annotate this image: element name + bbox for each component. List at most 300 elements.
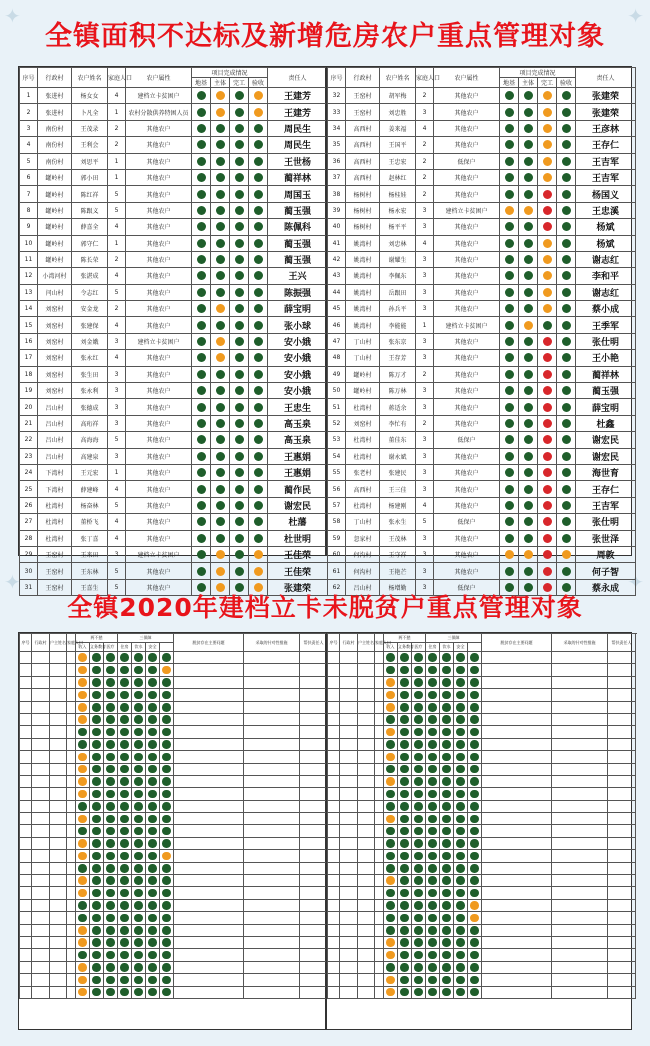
status-dot-red-icon (543, 353, 552, 362)
status-dot-green-icon (106, 765, 115, 774)
status-cell (104, 664, 118, 676)
table-cell: 其他农户 (434, 448, 500, 464)
table-row (328, 862, 636, 874)
status-dot-green-icon (197, 321, 206, 330)
table-cell (32, 726, 50, 738)
status-cell (118, 763, 132, 775)
signature-cell: 海世育 (576, 464, 636, 480)
text-cell (244, 664, 300, 676)
text-cell (300, 936, 328, 948)
status-cell (500, 563, 519, 579)
table-cell (20, 775, 32, 787)
status-cell (118, 862, 132, 874)
table-cell: 杨桂娃 (380, 186, 416, 202)
column-header: 安全 (454, 643, 468, 652)
text-cell (300, 875, 328, 887)
status-dot-green-icon (470, 938, 479, 947)
table-row (20, 751, 328, 763)
text-cell (482, 713, 552, 725)
status-dot-green-icon (106, 802, 115, 811)
status-dot-green-icon (562, 452, 571, 461)
table-row (328, 137, 636, 153)
column-header: 户主姓名 (358, 634, 375, 652)
status-dot-green-icon (197, 485, 206, 494)
status-cell (230, 219, 249, 235)
status-cell (440, 887, 454, 899)
table-row (20, 120, 328, 136)
status-dot-green-icon (92, 938, 101, 947)
housing-table-right (326, 66, 632, 594)
status-dot-green-icon (197, 550, 206, 559)
table-row (328, 153, 636, 169)
status-dot-green-icon (106, 691, 115, 700)
status-cell (160, 751, 174, 763)
table-cell (358, 738, 375, 750)
status-dot-green-icon (562, 353, 571, 362)
status-cell (118, 912, 132, 924)
text-cell (174, 850, 244, 862)
table-row (20, 986, 328, 998)
table-row (20, 268, 328, 284)
status-cell (454, 875, 468, 887)
status-cell (519, 268, 538, 284)
status-cell (454, 763, 468, 775)
table-cell (328, 800, 340, 812)
status-dot-green-icon (470, 852, 479, 861)
column-header: 帮扶责任人 (608, 634, 636, 652)
status-cell (412, 961, 426, 973)
table-cell: 47 (328, 333, 346, 349)
status-cell (118, 788, 132, 800)
status-dot-green-icon (456, 815, 465, 824)
status-dot-green-icon (562, 337, 571, 346)
column-header: 序号 (20, 68, 38, 88)
text-cell (244, 862, 300, 874)
status-dot-green-icon (106, 666, 115, 675)
status-cell (192, 415, 211, 431)
table-cell: 3 (416, 579, 434, 595)
table-cell: 33 (328, 104, 346, 120)
column-header: 地基 (192, 78, 211, 88)
table-cell: 3 (108, 546, 126, 562)
table-row (20, 713, 328, 725)
signature-cell: 张建荣 (576, 88, 636, 104)
status-cell (146, 850, 160, 862)
status-cell (104, 738, 118, 750)
status-cell (440, 800, 454, 812)
table-cell: 南份村 (38, 137, 72, 153)
text-cell (300, 775, 328, 787)
status-dot-green-icon (162, 753, 171, 762)
text-cell (552, 751, 608, 763)
table-cell (67, 652, 76, 664)
status-cell (398, 701, 412, 713)
signature-cell: 薛宝明 (576, 399, 636, 415)
status-cell (160, 986, 174, 998)
table-cell (340, 899, 358, 911)
status-cell (146, 763, 160, 775)
table-cell (50, 726, 67, 738)
table-cell (50, 974, 67, 986)
status-cell (146, 912, 160, 924)
table-cell: 20 (20, 399, 38, 415)
status-cell (398, 837, 412, 849)
status-cell (230, 546, 249, 562)
column-header-group: 三保障 (118, 634, 174, 643)
status-cell (249, 448, 268, 464)
table-row (328, 652, 636, 664)
status-cell (468, 726, 482, 738)
status-dot-green-icon (254, 501, 263, 510)
table-cell (20, 800, 32, 812)
status-cell (211, 169, 230, 185)
text-cell (552, 738, 608, 750)
status-cell (519, 202, 538, 218)
text-cell (300, 689, 328, 701)
text-cell (608, 961, 636, 973)
status-cell (398, 800, 412, 812)
status-cell (557, 120, 576, 136)
status-dot-green-icon (197, 157, 206, 166)
status-dot-green-icon (254, 124, 263, 133)
table-cell: 21 (20, 415, 38, 431)
text-cell (300, 862, 328, 874)
table-row (20, 546, 328, 562)
status-dot-green-icon (92, 963, 101, 972)
status-cell (468, 738, 482, 750)
table-cell (328, 936, 340, 948)
status-cell (90, 825, 104, 837)
text-cell (300, 825, 328, 837)
table-cell (32, 763, 50, 775)
table-cell: 其他农户 (434, 546, 500, 562)
text-cell (552, 936, 608, 948)
column-header: 户主姓名 (50, 634, 67, 652)
status-dot-green-icon (92, 765, 101, 774)
status-cell (454, 664, 468, 676)
status-dot-green-icon (414, 777, 423, 786)
status-dot-green-icon (400, 827, 409, 836)
table-cell: 其他农户 (434, 235, 500, 251)
status-dot-green-icon (134, 926, 143, 935)
status-dot-green-icon (456, 914, 465, 923)
table-cell: 1 (108, 464, 126, 480)
status-cell (426, 763, 440, 775)
status-dot-green-icon (134, 765, 143, 774)
column-header: 家庭人口 (375, 634, 384, 652)
status-dot-green-icon (505, 501, 514, 510)
status-dot-green-icon (470, 740, 479, 749)
table-cell (340, 664, 358, 676)
table-cell: 41 (328, 235, 346, 251)
decoration-icon: ✦ (4, 4, 21, 28)
table-row (20, 961, 328, 973)
status-dot-green-icon (197, 337, 206, 346)
status-cell (384, 763, 398, 775)
status-cell (412, 912, 426, 924)
status-cell (468, 862, 482, 874)
table-cell: 3 (416, 284, 434, 300)
table-cell: 薛喜全 (72, 219, 108, 235)
status-dot-green-icon (162, 790, 171, 799)
status-dot-green-icon (235, 108, 244, 117)
table-cell: 王窑村 (38, 563, 72, 579)
table-cell (358, 862, 375, 874)
status-dot-green-icon (134, 802, 143, 811)
status-cell (76, 763, 90, 775)
table-row (20, 676, 328, 688)
status-cell (146, 738, 160, 750)
status-dot-green-icon (442, 839, 451, 848)
status-dot-green-icon (134, 951, 143, 960)
status-dot-red-icon (543, 419, 552, 428)
status-dot-green-icon (197, 534, 206, 543)
status-cell (249, 120, 268, 136)
table-cell: 谢耀生 (380, 251, 416, 267)
table-cell (32, 875, 50, 887)
status-dot-green-icon (254, 157, 263, 166)
table-cell: 其他农户 (126, 432, 192, 448)
status-dot-green-icon (414, 926, 423, 935)
status-cell (146, 961, 160, 973)
table-cell: 刘金娥 (72, 333, 108, 349)
status-cell (557, 366, 576, 382)
status-cell (557, 317, 576, 333)
table-cell: 3 (416, 301, 434, 317)
table-cell (67, 676, 76, 688)
table-cell: 其他农户 (126, 563, 192, 579)
table-cell: 王东林 (72, 563, 108, 579)
text-cell (552, 961, 608, 973)
status-dot-green-icon (216, 501, 225, 510)
status-dot-green-icon (120, 914, 129, 923)
table-cell: 59 (328, 530, 346, 546)
table-cell: 张进村 (38, 88, 72, 104)
status-dot-orange-icon (78, 790, 87, 799)
status-dot-green-icon (428, 790, 437, 799)
status-cell (76, 664, 90, 676)
status-dot-green-icon (148, 790, 157, 799)
status-dot-red-icon (543, 403, 552, 412)
status-dot-green-icon (148, 691, 157, 700)
table-cell: 2 (416, 169, 434, 185)
status-cell (249, 137, 268, 153)
status-dot-green-icon (197, 239, 206, 248)
status-dot-green-icon (254, 255, 263, 264)
status-dot-green-icon (106, 976, 115, 985)
table-cell: 2 (416, 88, 434, 104)
status-dot-green-icon (120, 901, 129, 910)
status-cell (412, 652, 426, 664)
table-cell: 42 (328, 251, 346, 267)
table-cell (328, 689, 340, 701)
status-dot-green-icon (456, 765, 465, 774)
status-dot-green-icon (197, 222, 206, 231)
status-cell (76, 751, 90, 763)
status-dot-orange-icon (78, 988, 87, 997)
status-dot-green-icon (524, 271, 533, 280)
table-cell: 建档立卡贫困户 (434, 202, 500, 218)
status-dot-green-icon (134, 777, 143, 786)
table-cell: 刘窑村 (38, 383, 72, 399)
status-cell (132, 652, 146, 664)
status-dot-green-icon (197, 206, 206, 215)
status-dot-green-icon (120, 951, 129, 960)
status-cell (211, 514, 230, 530)
status-dot-green-icon (524, 567, 533, 576)
status-dot-green-icon (92, 815, 101, 824)
status-cell (76, 775, 90, 787)
status-cell (160, 825, 174, 837)
status-cell (500, 481, 519, 497)
status-dot-green-icon (456, 963, 465, 972)
status-cell (76, 850, 90, 862)
table-cell (375, 813, 384, 825)
status-cell (538, 219, 557, 235)
status-cell (384, 912, 398, 924)
status-cell (440, 837, 454, 849)
status-dot-green-icon (197, 567, 206, 576)
status-dot-green-icon (197, 140, 206, 149)
status-dot-green-icon (470, 777, 479, 786)
status-dot-green-icon (442, 914, 451, 923)
status-dot-green-icon (414, 703, 423, 712)
table-cell: 5 (108, 432, 126, 448)
table-row (328, 664, 636, 676)
status-cell (426, 664, 440, 676)
status-cell (211, 383, 230, 399)
status-dot-green-icon (428, 976, 437, 985)
status-dot-green-icon (386, 963, 395, 972)
table-cell (50, 899, 67, 911)
text-cell (300, 961, 328, 973)
status-cell (384, 652, 398, 664)
status-cell (557, 268, 576, 284)
table-cell: 1 (416, 317, 434, 333)
status-cell (146, 751, 160, 763)
status-cell (76, 974, 90, 986)
status-dot-green-icon (505, 190, 514, 199)
status-dot-green-icon (386, 715, 395, 724)
status-dot-green-icon (197, 501, 206, 510)
status-cell (118, 825, 132, 837)
text-cell (300, 763, 328, 775)
status-cell (538, 202, 557, 218)
table-cell: 27 (20, 514, 38, 530)
status-cell (500, 415, 519, 431)
table-cell: 3 (416, 333, 434, 349)
status-cell (192, 350, 211, 366)
status-dot-green-icon (456, 790, 465, 799)
status-dot-green-icon (197, 468, 206, 477)
status-dot-green-icon (235, 206, 244, 215)
table-row (328, 399, 636, 415)
table-row (20, 974, 328, 986)
table-cell: 43 (328, 268, 346, 284)
status-cell (90, 713, 104, 725)
status-cell (76, 738, 90, 750)
table-cell (375, 689, 384, 701)
text-cell (608, 775, 636, 787)
status-dot-green-icon (216, 419, 225, 428)
table-cell: 53 (328, 432, 346, 448)
table-cell: 王守祥 (380, 546, 416, 562)
status-dot-green-icon (400, 889, 409, 898)
status-cell (132, 689, 146, 701)
table-cell: 薛建峰 (72, 481, 108, 497)
table-cell: 1 (20, 88, 38, 104)
table-cell: 其他农户 (434, 88, 500, 104)
table-cell: 其他农户 (126, 350, 192, 366)
table-cell: 吕山村 (38, 399, 72, 415)
text-cell (482, 936, 552, 948)
status-dot-green-icon (505, 468, 514, 477)
status-dot-green-icon (106, 815, 115, 824)
table-cell: 其他农户 (434, 530, 500, 546)
status-dot-orange-icon (216, 567, 225, 576)
table-cell (358, 899, 375, 911)
text-cell (482, 875, 552, 887)
status-cell (412, 825, 426, 837)
status-cell (249, 104, 268, 120)
table-cell: 其他农户 (126, 530, 192, 546)
header-row (20, 634, 328, 643)
table-cell: 2 (416, 137, 434, 153)
table-cell (340, 974, 358, 986)
table-cell: 50 (328, 383, 346, 399)
status-cell (132, 837, 146, 849)
table-cell: 30 (20, 563, 38, 579)
table-cell (340, 924, 358, 936)
text-cell (482, 775, 552, 787)
status-cell (384, 775, 398, 787)
table-cell: 其他农户 (126, 415, 192, 431)
text-cell (608, 689, 636, 701)
status-cell (468, 800, 482, 812)
table-cell (328, 899, 340, 911)
table-cell (32, 788, 50, 800)
status-dot-green-icon (92, 753, 101, 762)
table-cell (328, 912, 340, 924)
status-cell (468, 751, 482, 763)
status-dot-green-icon (400, 740, 409, 749)
status-dot-green-icon (562, 124, 571, 133)
table-cell: 安金龙 (72, 301, 108, 317)
table-cell: 其他农户 (126, 137, 192, 153)
text-cell (300, 986, 328, 998)
status-cell (468, 875, 482, 887)
table-cell (50, 850, 67, 862)
status-dot-orange-icon (386, 951, 395, 960)
text-cell (552, 899, 608, 911)
signature-cell: 王季军 (576, 317, 636, 333)
status-dot-green-icon (134, 976, 143, 985)
table-row (20, 350, 328, 366)
status-dot-orange-icon (386, 938, 395, 947)
status-cell (249, 317, 268, 333)
status-dot-green-icon (120, 889, 129, 898)
status-dot-green-icon (235, 255, 244, 264)
status-cell (398, 813, 412, 825)
status-cell (412, 701, 426, 713)
status-dot-orange-icon (78, 876, 87, 885)
status-cell (192, 497, 211, 513)
status-cell (500, 514, 519, 530)
text-cell (608, 912, 636, 924)
status-cell (76, 813, 90, 825)
status-cell (454, 986, 468, 998)
status-dot-green-icon (442, 728, 451, 737)
